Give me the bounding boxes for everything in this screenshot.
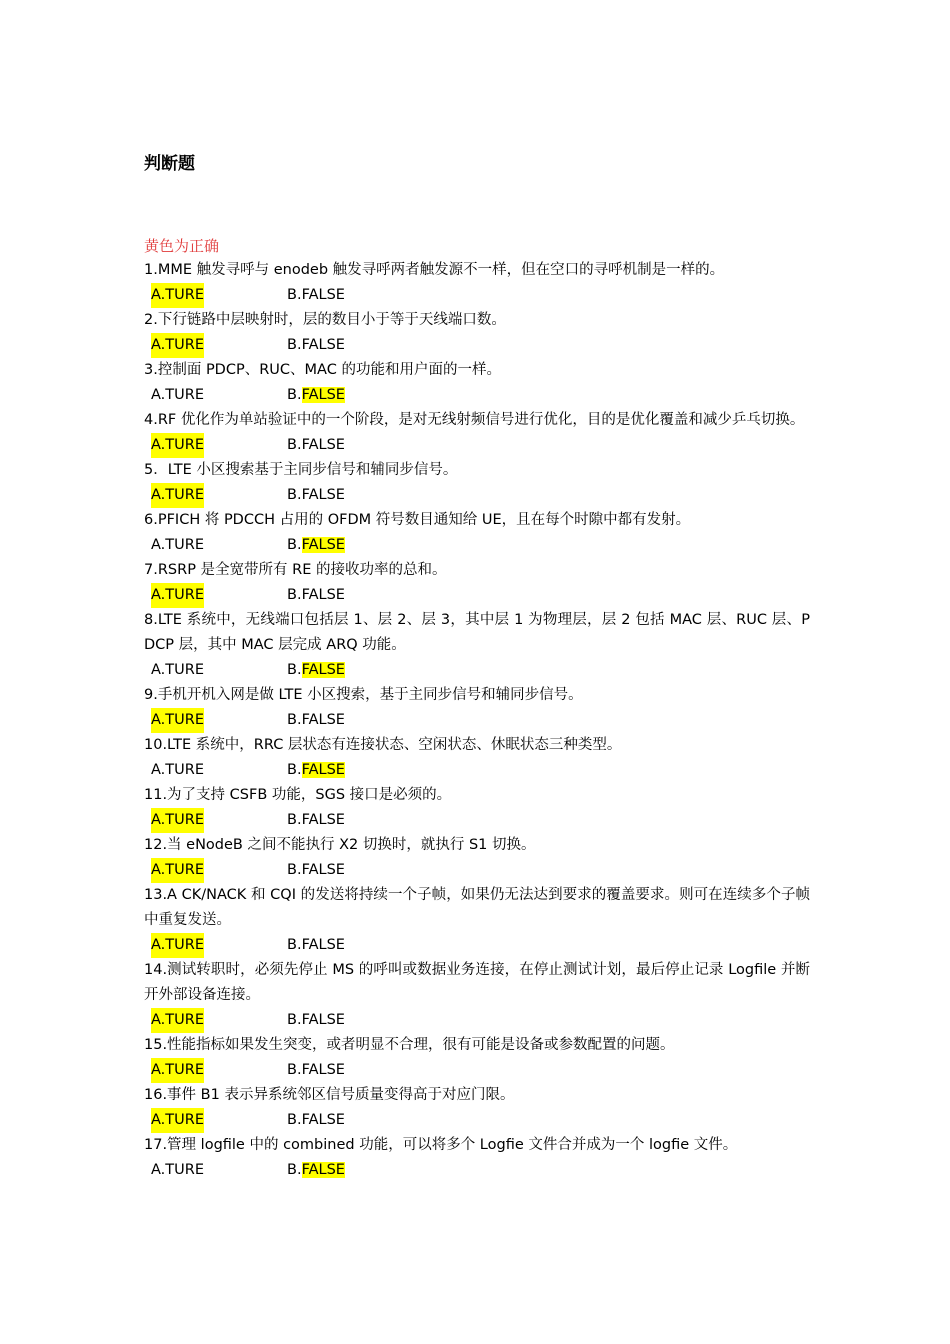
option-b-prefix: B.: [287, 937, 302, 953]
answer-options: [144, 708, 810, 733]
option-b-prefix: B.: [287, 662, 302, 678]
option-a: A.TURE: [151, 483, 204, 508]
option-b-prefix: B.: [287, 762, 302, 778]
option-b-prefix: B.: [287, 487, 302, 503]
option-b: [287, 383, 345, 408]
question-item: [144, 608, 810, 683]
option-b-word: FALSE: [301, 812, 345, 828]
question-text: 8.LTE 系统中，无线端口包括层 1、层 2、层 3，其中层 1 为物理层，层 2 包括 MAC 层、RUC 层、PDCP 层，其中 MAC 层完成 ARQ 功能。: [144, 612, 810, 653]
question-text: 6.PFICH 将 PDCCH 占用的 OFDM 符号数目通知给 UE，且在每个时隙中都有发射。: [144, 512, 691, 528]
question-text: 11.为了支持 CSFB 功能，SGS 接口是必须的。: [144, 787, 452, 803]
question-item: [144, 883, 810, 958]
option-b: [287, 658, 345, 683]
question-item: [144, 508, 810, 558]
option-b-word: FALSE: [301, 937, 345, 953]
answer-options: [144, 933, 810, 958]
option-a: A.TURE: [151, 762, 204, 778]
question-item: [144, 1033, 810, 1083]
question-text: 7.RSRP 是全宽带所有 RE 的接收功率的总和。: [144, 562, 447, 578]
answer-options: [144, 283, 810, 308]
question-text: 12.当 eNodeB 之间不能执行 X2 切换时，就执行 S1 切换。: [144, 837, 536, 853]
question-text: 17.管理 logfile 中的 combined 功能，可以将多个 Logfie 文件合并成为一个 logfie 文件。: [144, 1137, 738, 1153]
option-a: A.TURE: [151, 283, 204, 308]
answer-options: [144, 383, 810, 408]
question-text: 2.下行链路中层映射时，层的数目小于等于天线端口数。: [144, 312, 506, 328]
question-item: [144, 258, 810, 308]
option-b-word: FALSE: [301, 1062, 345, 1078]
option-b-prefix: B.: [287, 862, 302, 878]
option-b-word: FALSE: [301, 712, 345, 728]
option-a: A.TURE: [151, 1162, 204, 1178]
question-item: [144, 1083, 810, 1133]
option-b-prefix: B.: [287, 1012, 302, 1028]
option-b-word: FALSE: [301, 762, 345, 778]
option-a: A.TURE: [151, 583, 204, 608]
question-text: 3.控制面 PDCP、RUC、MAC 的功能和用户面的一样。: [144, 362, 501, 378]
question-item: [144, 408, 810, 458]
question-text: 4.RF 优化作为单站验证中的一个阶段，是对无线射频信号进行优化，目的是优化覆盖和减少乒乓切换。: [144, 412, 805, 428]
option-b: [287, 433, 345, 458]
option-b: [287, 533, 345, 558]
answer-options: [144, 533, 810, 558]
option-a: A.TURE: [151, 433, 204, 458]
option-b-word: FALSE: [301, 1162, 345, 1178]
option-b: [287, 283, 345, 308]
question-item: [144, 783, 810, 833]
section-title: 判断题: [144, 154, 195, 174]
option-b: [287, 1058, 345, 1083]
option-a: A.TURE: [151, 387, 204, 403]
answer-options: [144, 583, 810, 608]
answer-options: [144, 758, 810, 783]
answer-options: [144, 658, 810, 683]
option-b-word: FALSE: [301, 1112, 345, 1128]
question-text: 1.MME 触发寻呼与 enodeb 触发寻呼两者触发源不一样，但在空口的寻呼机制是一样的。: [144, 262, 725, 278]
option-b-word: FALSE: [301, 1012, 345, 1028]
option-b-prefix: B.: [287, 537, 302, 553]
option-a: A.TURE: [151, 537, 204, 553]
question-item: [144, 308, 810, 358]
question-text: 13.A CK/NACK 和 CQI 的发送将持续一个子帧，如果仍无法达到要求的覆盖要求。则可在连续多个子帧中重复发送。: [144, 887, 810, 928]
question-text: 15.性能指标如果发生突变，或者明显不合理，很有可能是设备或参数配置的问题。: [144, 1037, 675, 1053]
option-b-word: FALSE: [301, 537, 345, 553]
answer-options: [144, 808, 810, 833]
option-b-prefix: B.: [287, 587, 302, 603]
option-b-prefix: B.: [287, 712, 302, 728]
option-b-word: FALSE: [301, 487, 345, 503]
question-item: [144, 683, 810, 733]
option-b: [287, 758, 345, 783]
option-b-prefix: B.: [287, 1162, 302, 1178]
option-b-word: FALSE: [301, 587, 345, 603]
option-b: [287, 708, 345, 733]
question-list: [144, 258, 810, 1183]
question-item: [144, 958, 810, 1033]
answer-options: [144, 1158, 810, 1183]
option-b-prefix: B.: [287, 812, 302, 828]
answer-options: [144, 483, 810, 508]
option-a: A.TURE: [151, 933, 204, 958]
question-item: [144, 558, 810, 608]
answer-options: [144, 433, 810, 458]
answer-options: [144, 1108, 810, 1133]
option-b: [287, 1008, 345, 1033]
option-a: A.TURE: [151, 858, 204, 883]
option-b-word: FALSE: [301, 437, 345, 453]
option-b: [287, 333, 345, 358]
question-item: [144, 358, 810, 408]
question-text: 9.手机开机入网是做 LTE 小区搜索，基于主同步信号和辅同步信号。: [144, 687, 583, 703]
option-b-prefix: B.: [287, 1062, 302, 1078]
question-text: 5．LTE 小区搜索基于主同步信号和辅同步信号。: [144, 462, 458, 478]
option-b-word: FALSE: [301, 287, 345, 303]
question-item: [144, 833, 810, 883]
option-b-prefix: B.: [287, 287, 302, 303]
option-b-prefix: B.: [287, 1112, 302, 1128]
option-b-word: FALSE: [301, 662, 345, 678]
option-b: [287, 1108, 345, 1133]
option-a: A.TURE: [151, 662, 204, 678]
option-a: A.TURE: [151, 808, 204, 833]
answer-options: [144, 858, 810, 883]
option-b: [287, 933, 345, 958]
option-b: [287, 858, 345, 883]
option-b-prefix: B.: [287, 437, 302, 453]
question-item: [144, 1133, 810, 1183]
option-b-word: FALSE: [301, 337, 345, 353]
option-b-prefix: B.: [287, 337, 302, 353]
answer-key-note: 黄色为正确: [144, 237, 220, 255]
option-b: [287, 583, 345, 608]
answer-options: [144, 1008, 810, 1033]
option-b: [287, 483, 345, 508]
option-a: A.TURE: [151, 1108, 204, 1133]
option-a: A.TURE: [151, 333, 204, 358]
option-b-prefix: B.: [287, 387, 302, 403]
option-b-word: FALSE: [301, 862, 345, 878]
answer-options: [144, 1058, 810, 1083]
option-b-word: FALSE: [301, 387, 345, 403]
option-b: [287, 808, 345, 833]
option-a: A.TURE: [151, 1058, 204, 1083]
question-text: 14.测试转职时，必须先停止 MS 的呼叫或数据业务连接，在停止测试计划，最后停止记录 Logfile 并断开外部设备连接。: [144, 962, 810, 1003]
option-a: A.TURE: [151, 1008, 204, 1033]
question-text: 16.事件 B1 表示异系统邻区信号质量变得高于对应门限。: [144, 1087, 515, 1103]
option-a: A.TURE: [151, 708, 204, 733]
question-text: 10.LTE 系统中，RRC 层状态有连接状态、空闲状态、休眠状态三种类型。: [144, 737, 622, 753]
question-item: [144, 458, 810, 508]
answer-options: [144, 333, 810, 358]
question-item: [144, 733, 810, 783]
option-b: [287, 1158, 345, 1183]
